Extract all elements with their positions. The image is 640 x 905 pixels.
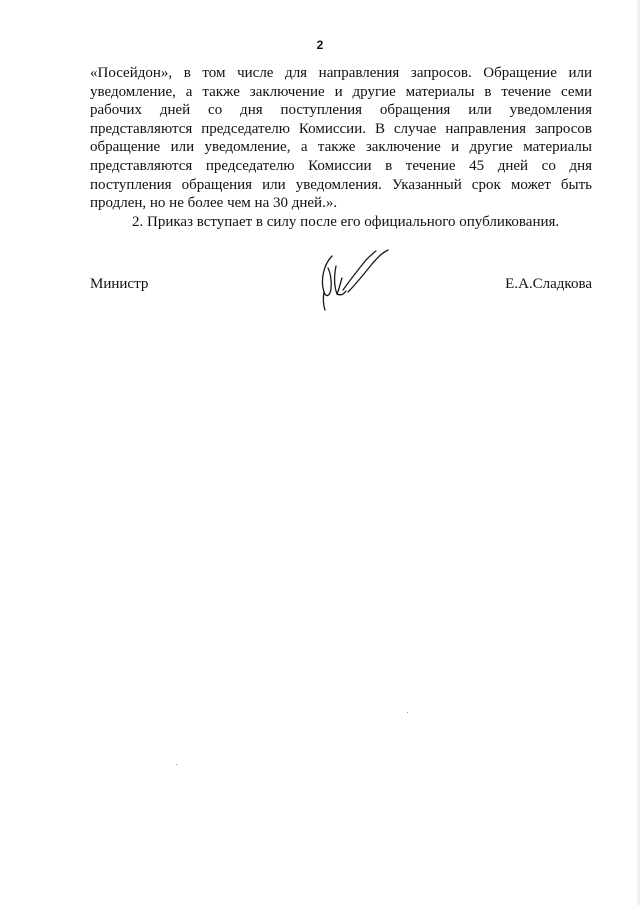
scan-speck: [407, 712, 408, 713]
scan-speck: [176, 764, 177, 765]
paragraph-item-2: 2. Приказ вступает в силу после его официального опубликования.: [132, 213, 560, 230]
scan-edge-shadow: [636, 0, 640, 905]
signatory-name: Е.А.Сладкова: [505, 276, 592, 292]
page-number: 2: [316, 38, 324, 52]
signatory-title: Министр: [90, 276, 149, 292]
paragraph-continuation: «Посейдон», в том числе для направления запросов. Обращение или уведомление, а также заключение и другие материалы в течение семи рабочих дней со дня поступления обращения или уведомления представляются председателю Комиссии. В случае направления запросов обращение или уведомление, а также заключение и другие материалы представляются председателю Комиссии в течение 45 дней со дня поступления обращения или уведомления. Указанный срок может быть продлен, но не более чем на 30 дней.».: [90, 65, 592, 212]
handwritten-signature: [310, 242, 396, 314]
document-body: [90, 64, 592, 231]
